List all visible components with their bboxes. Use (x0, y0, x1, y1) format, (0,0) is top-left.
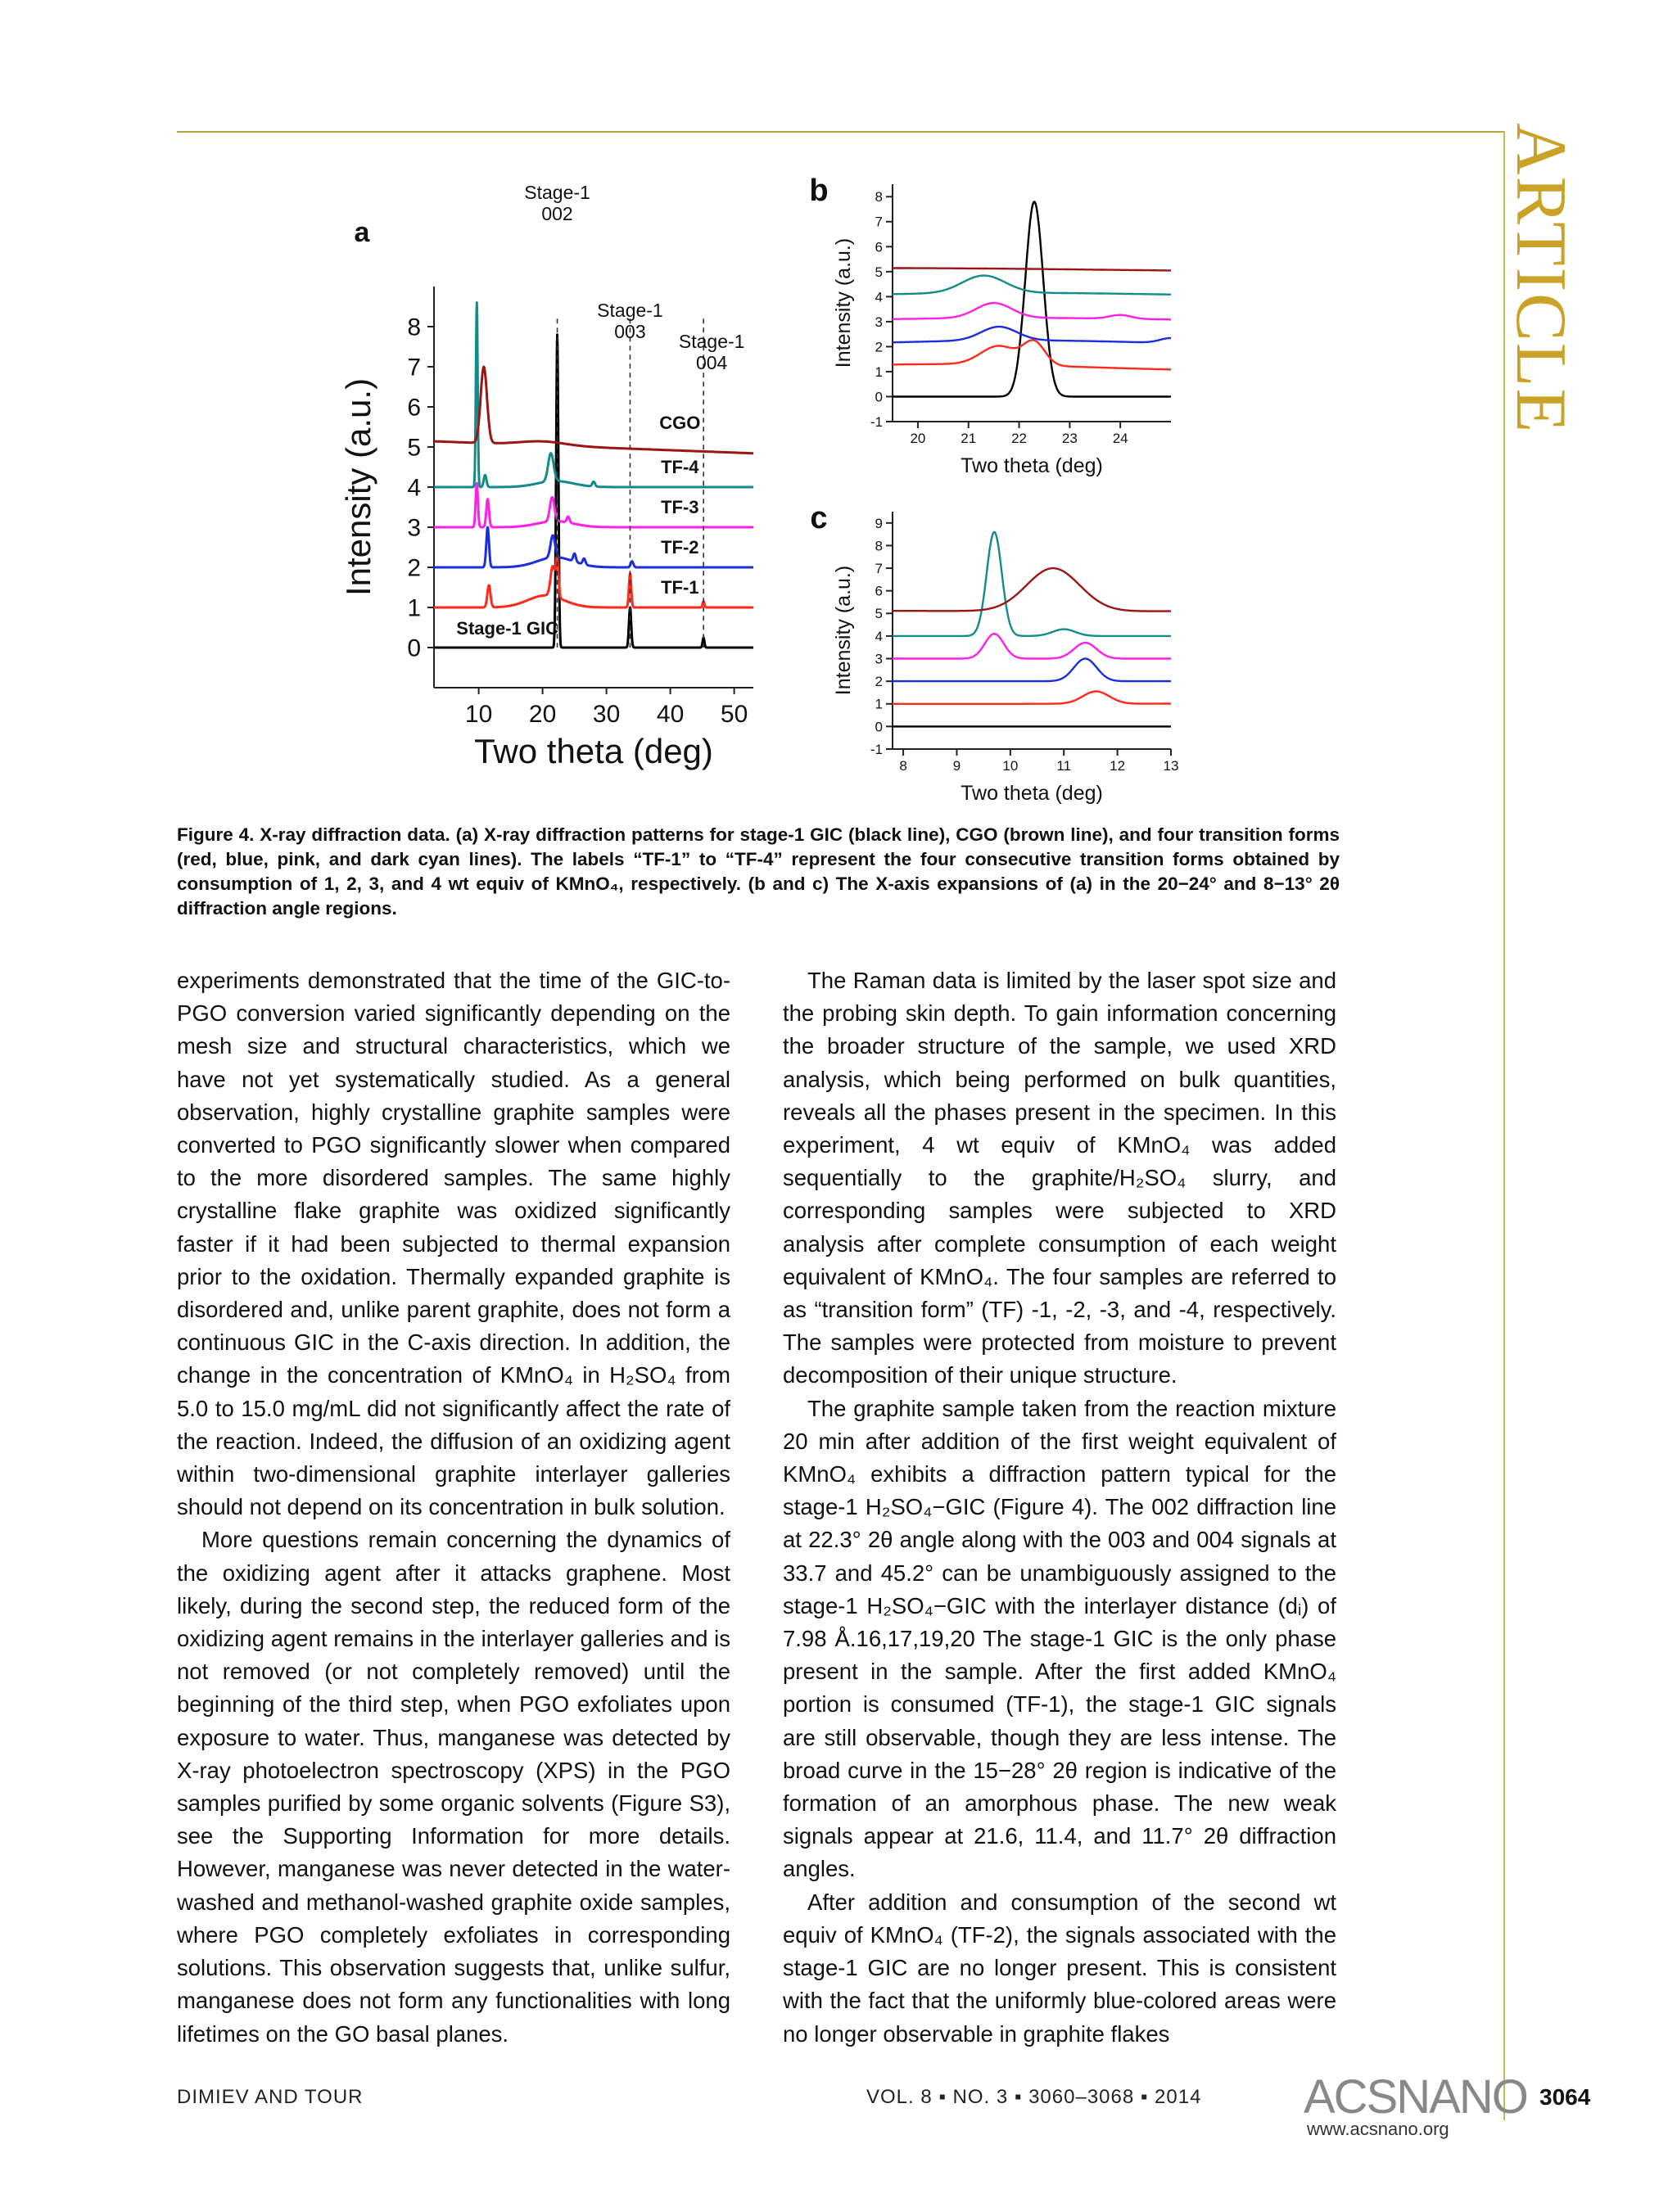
peak-annotation: 003 (614, 321, 646, 342)
peak-annotation: Stage-1 (678, 331, 745, 352)
x-tick-label: 12 (1110, 758, 1126, 774)
x-tick-label: 23 (1061, 431, 1078, 446)
x-tick-label: 9 (952, 758, 961, 774)
y-tick-label: 2 (875, 674, 883, 690)
series-label: TF-1 (661, 577, 699, 598)
y-tick-label: 0 (407, 634, 421, 662)
y-tick-label: 8 (407, 314, 421, 341)
series-line-tf-4 (893, 532, 1171, 636)
y-tick-label: 4 (875, 628, 883, 644)
series-line-tf-2 (893, 659, 1171, 682)
y-tick-label: -1 (870, 741, 883, 757)
peak-annotation: Stage-1 (597, 300, 663, 321)
y-tick-label: 4 (875, 289, 883, 305)
journal-logo: ACSNANO (1304, 2070, 1527, 2124)
y-tick-label: 7 (407, 354, 421, 381)
x-tick-label: 21 (961, 431, 977, 446)
x-tick-label: 10 (464, 701, 493, 728)
figure-4 (328, 168, 1196, 806)
x-tick-label: 50 (720, 701, 748, 728)
x-axis-label: Two theta (deg) (474, 732, 713, 770)
peak-annotation: 002 (541, 203, 573, 224)
y-tick-label: 0 (875, 719, 883, 735)
paragraph: experiments demonstrated that the time of the GIC-to-PGO conversion varied significantly depending on the mesh size and structural characteristics, which we have not yet systematically studied. As a general observation, highly crystalline graphite samples were converted to PGO significantly slower when compared to the more disordered samples. The same highly crystalline flake graphite was oxidized significantly faster if it had been subjected to thermal expansion prior to the oxidation. Thermally expanded graphite is disordered and, unlike parent graphite, does not form a continuous GIC in the C-axis direction. In addition, the change in the concentration of KMnO₄ in H₂SO₄ from 5.0 to 15.0 mg/mL did not significantly affect the rate of the reaction. Indeed, the diffusion of an oxidizing agent within two-dimensional graphite interlayer galleries should not depend on its concentration in bulk solution. (177, 968, 730, 1520)
y-tick-label: 0 (875, 389, 883, 405)
series-line-cgo (893, 269, 1171, 271)
series-line-tf-3 (893, 303, 1171, 319)
y-tick-label: 1 (875, 696, 883, 712)
series-label: CGO (659, 413, 701, 434)
y-tick-label: 5 (875, 264, 883, 280)
x-axis-label: Two theta (deg) (961, 454, 1103, 477)
x-tick-label: 8 (899, 758, 907, 774)
panel-label: c (810, 501, 828, 535)
peak-annotation: Stage-1 (524, 182, 590, 203)
x-tick-label: 22 (1011, 431, 1028, 446)
caption-label: Figure 4. (177, 824, 255, 845)
y-tick-label: 6 (407, 394, 421, 422)
section-tag: ARTICLE (1501, 123, 1580, 435)
y-tick-label: 7 (875, 214, 883, 230)
panel-label: b (809, 174, 829, 208)
y-tick-label: 1 (875, 363, 883, 380)
body-column-right (783, 964, 1336, 2051)
x-tick-label: 13 (1163, 758, 1179, 774)
footer-citation: VOL. 8 ▪ NO. 3 ▪ 3060–3068 ▪ 2014 (866, 2086, 1202, 2108)
y-tick-label: 5 (407, 434, 421, 462)
y-tick-label: -1 (870, 413, 883, 430)
series-line-tf-4 (893, 276, 1171, 295)
body-column-left (177, 964, 730, 2051)
series-label: Stage-1 GIC (456, 618, 559, 639)
series-line-tf-1 (434, 557, 753, 607)
x-tick-label: 20 (528, 701, 557, 728)
y-tick-label: 2 (407, 554, 421, 582)
x-tick-label: 10 (1002, 758, 1019, 774)
peak-annotation: 004 (695, 352, 728, 373)
y-tick-label: 6 (875, 583, 883, 599)
x-tick-label: 30 (592, 701, 621, 728)
paragraph: After addition and consumption of the second wt equiv of KMnO₄ (TF-2), the signals associated with the stage-1 GIC are no longer present. This is consistent with the fact that the uniformly blue-colored areas were no longer observable in graphite flakes (783, 1889, 1336, 2047)
y-tick-label: 9 (875, 515, 883, 531)
series-label: TF-2 (661, 537, 699, 558)
page-number: 3064 (1539, 2084, 1591, 2110)
header-rule (177, 131, 1503, 133)
paragraph: The graphite sample taken from the reaction mixture 20 min after addition of the first weight equivalent of KMnO₄ exhibits a diffraction pattern typical for the stage-1 H₂SO₄−GIC (Figure 4). The 002 diffraction line at 22.3° 2θ angle along with the 003 and 004 signals at 33.7 and 45.2° can be unambiguously assigned to the stage-1 H₂SO₄−GIC with the interlayer distance (dᵢ) of 7.98 Å.16,17,19,20 The stage-1 GIC is the only phase present in the sample. After the first added KMnO₄ portion is consumed (TF-1), the stage-1 GIC signals are still observable, though they are less intense. The broad curve in the 15−28° 2θ region is indicative of the formation of an amorphous phase. The new weak signals appear at 21.6, 11.4, and 11.7° 2θ diffraction angles. (783, 1395, 1336, 1882)
y-axis-label: Intensity (a.u.) (832, 565, 855, 696)
y-tick-label: 5 (875, 606, 883, 622)
series-line-tf-2 (434, 527, 753, 567)
y-tick-label: 3 (407, 514, 421, 542)
series-line-tf-3 (893, 634, 1171, 658)
x-tick-label: 24 (1112, 431, 1128, 446)
y-tick-label: 1 (407, 594, 421, 622)
series-line-stage-1-gic (893, 201, 1171, 396)
y-tick-label: 3 (875, 651, 883, 667)
panel-label: a (354, 217, 370, 248)
paragraph: More questions remain concerning the dynamics of the oxidizing agent after it attacks graphene. Most likely, during the second step, the reduced form of the oxidizing agent remains in the interlayer galleries and is not removed (or not completely removed) until the beginning of the third step, when PGO exfoliates upon exposure to water. Thus, manganese was detected by X-ray photoelectron spectroscopy (XPS) in the PGO samples purified by some organic solvents (Figure S3), see the Supporting Information for more details. However, manganese was never detected in the water-washed and methanol-washed graphite oxide samples, where PGO completely exfoliates in corresponding solutions. This observation suggests that, unlike sulfur, manganese does not form any functionalities with long lifetimes on the GO basal planes. (177, 1527, 730, 2047)
y-tick-label: 8 (875, 189, 883, 205)
figure-caption (177, 823, 1340, 921)
y-tick-label: 3 (875, 314, 883, 330)
y-axis-label: Intensity (a.u.) (339, 377, 377, 597)
x-tick-label: 11 (1056, 758, 1072, 774)
y-tick-label: 2 (875, 339, 883, 355)
series-line-tf-3 (434, 483, 753, 527)
x-tick-label: 40 (656, 701, 685, 728)
series-label: TF-3 (661, 497, 699, 517)
series-line-cgo (434, 367, 753, 454)
series-line-tf-1 (893, 692, 1171, 704)
caption-text: X-ray diffraction data. (a) X-ray diffraction patterns for stage-1 GIC (black line), CGO (brown line), and four transition forms (red, blue, pink, and dark cyan lines). The labels “TF-1” to “TF-4” represent the four consecutive transition forms obtained by consumption of 1, 2, 3, and 4 wt equiv of KMnO₄, respectively. (b and c) The X-axis expansions of (a) in the 20−24° and 8−13° 2θ diffraction angle regions. (177, 824, 1340, 919)
y-tick-label: 6 (875, 239, 883, 255)
series-line-tf-1 (893, 340, 1171, 369)
y-tick-label: 8 (875, 538, 883, 554)
x-axis-label: Two theta (deg) (961, 782, 1103, 805)
x-tick-label: 20 (910, 431, 926, 446)
series-label: TF-4 (661, 457, 699, 477)
y-tick-label: 7 (875, 560, 883, 576)
paragraph: The Raman data is limited by the laser spot size and the probing skin depth. To gain information concerning the broader structure of the sample, we used XRD analysis, which being performed on bulk quantities, reveals all the phases present in the specimen. In this experiment, 4 wt equiv of KMnO₄ was added sequentially to the graphite/H₂SO₄ slurry, and corresponding samples were subjected to XRD analysis after complete consumption of each weight equivalent of KMnO₄. The four samples are referred to as “transition form” (TF) -1, -2, -3, and -4, respectively. The samples were protected from moisture to prevent decomposition of their unique structure. (783, 968, 1336, 1388)
y-tick-label: 4 (407, 474, 421, 502)
journal-website: www.acsnano.org (1307, 2119, 1449, 2139)
y-axis-label: Intensity (a.u.) (832, 237, 855, 368)
footer-authors: DIMIEV AND TOUR (177, 2086, 364, 2108)
series-line-cgo (893, 568, 1171, 612)
